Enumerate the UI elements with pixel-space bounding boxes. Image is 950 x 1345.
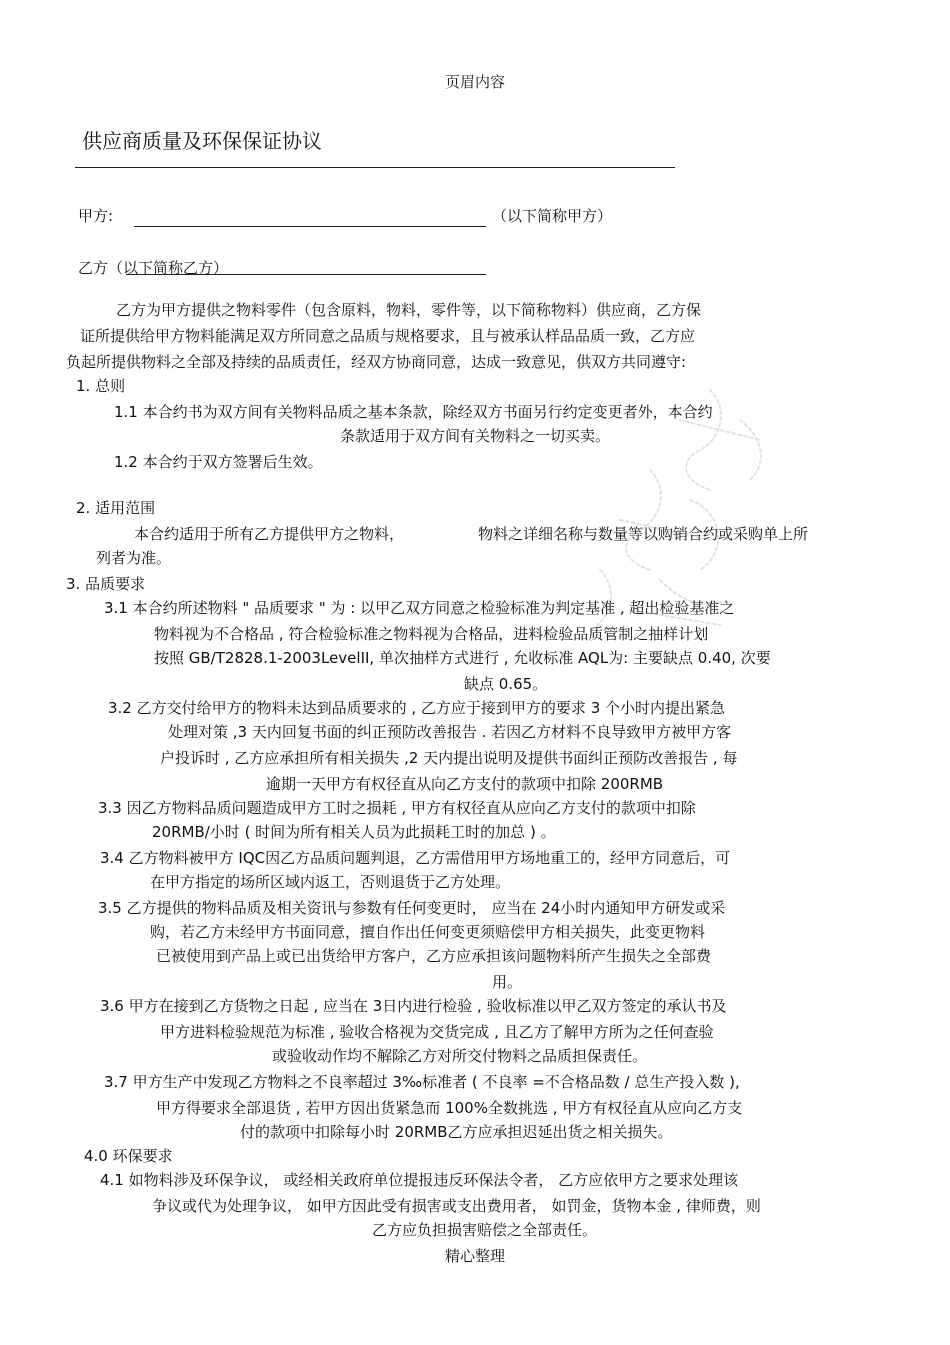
clause-line: 3.7 甲方生产中发现乙方物料之不良率超过 3‰标准者 ( 不良率 =不合格品数 / 总生产投入数 ),: [104, 1073, 740, 1091]
clause-line: 3.1 本合约所述物料 " 品质要求 " 为 : 以甲乙双方同意之检验标准为判定基准 , 超出检验基准之: [104, 599, 735, 617]
clause-line: 1.2 本合约于双方签署后生效。: [114, 453, 323, 471]
clause-line: 争议或代为处理争议， 如甲方因此受有损害或支出费用者， 如罚金，货物本金 , 律师费，则: [152, 1197, 761, 1215]
party-b-label: 乙方（以下简称乙方）: [78, 259, 229, 277]
clause-line: 1.1 本合约书为双方间有关物料品质之基本条款，除经双方书面另行约定变更者外，本合约: [114, 403, 713, 421]
party-b-blank-line: [126, 274, 486, 275]
clause-line: 付的款项中扣除每小时 20RMB乙方应承担迟延出货之相关损失。: [240, 1123, 673, 1141]
clause-line: 3.4 乙方物料被甲方 IQC因乙方品质问题判退，乙方需借用甲方场地重工的，经甲方同意后，可: [100, 849, 731, 867]
clause-line: 4.1 如物料涉及环保争议， 或经相关政府单位提报违反环保法令者， 乙方应依甲方之要求处理该: [100, 1171, 739, 1189]
clause-line: 在甲方指定的场所区域内返工，否则退货于乙方处理。: [150, 873, 511, 891]
intro-line: 乙方为甲方提供之物料零件（包含原料，物料，零件等，以下简称物料）供应商，乙方保: [116, 301, 702, 319]
page-header: 页眉内容: [444, 73, 505, 91]
clause-line: 3.3 因乙方物料品质问题造成甲方工时之损耗 , 甲方有权径直从应向乙方支付的款项中扣除: [98, 799, 696, 817]
clause-line: 缺点 0.65。: [464, 675, 548, 693]
section-heading: 3. 品质要求: [66, 575, 146, 593]
clause-line: 用。: [492, 973, 523, 991]
document-title: 供应商质量及环保保证协议: [82, 129, 322, 153]
clause-line: 条款适用于双方间有关物料之一切买卖。: [340, 427, 611, 445]
party-a-suffix: （以下简称甲方）: [492, 207, 613, 225]
clause-line: 20RMB/小时 ( 时间为所有相关人员为此损耗工时的加总 ) 。: [152, 823, 556, 841]
title-underline: [75, 167, 675, 168]
intro-line: 负起所提供物料之全部及持续的品质责任，经双方协商同意，达成一致意见，供双方共同遵守:: [66, 353, 687, 371]
party-a-label: 甲方:: [78, 207, 114, 225]
clause-line: 3.2 乙方交付给甲方的物料未达到品质要求的 , 乙方应于接到甲方的要求 3 个小时内提出紧急: [108, 699, 726, 717]
section-heading: 2. 适用范围: [76, 499, 156, 517]
clause-line: 物料之详细名称与数量等以购销合约或采购单上所: [478, 525, 809, 543]
clause-line: 甲方得要求全部退货 , 若甲方因出货紧急而 100%全数挑选 , 甲方有权径直从应向乙方支: [156, 1099, 743, 1117]
clause-line: 甲方进料检验规范为标准 , 验收合格视为交货完成 , 且乙方了解甲方所为之任何查验: [160, 1023, 714, 1041]
clause-line: 处理对策 ,3 天内回复书面的纠正预防改善报告 . 若因乙方材料不良导致甲方被甲方客: [168, 723, 732, 741]
clause-line: 已被使用到产品上或已出货给甲方客户，乙方应承担该问题物料所产生损失之全部费: [156, 947, 712, 965]
page-footer: 精心整理: [444, 1247, 505, 1265]
party-a-blank-line: [134, 226, 486, 227]
clause-line: 购，若乙方未经甲方书面同意，擅自作出任何变更须赔偿甲方相关损失，此变更物料: [150, 923, 706, 941]
intro-line: 证所提供给甲方物料能满足双方所同意之品质与规格要求，且与被承认样品品质一致，乙方应: [80, 327, 696, 345]
clause-line: 物料视为不合格品 , 符合检验标准之物料视为合格品，进料检验品质管制之抽样计划: [154, 625, 709, 643]
clause-line: 或验收动作均不解除乙方对所交付物料之品质担保责任。: [272, 1047, 648, 1065]
clause-line: 3.5 乙方提供的物料品质及相关资讯与参数有任何变更时， 应当在 24小时内通知甲方研发或采: [98, 899, 726, 917]
section-heading: 1. 总则: [76, 377, 126, 395]
clause-line: 按照 GB/T2828.1-2003LevelII, 单次抽样方式进行 , 允收标准 AQL为: 主要缺点 0.40, 次要: [154, 649, 771, 667]
section-heading: 4.0 环保要求: [84, 1147, 173, 1165]
clause-line: 本合约适用于所有乙方提供甲方之物料，: [134, 525, 405, 543]
clause-line: 逾期一天甲方有权径直从向乙方支付的款项中扣除 200RMB: [266, 775, 664, 793]
clause-line: 列者为准。: [96, 549, 172, 567]
clause-line: 3.6 甲方在接到乙方货物之日起 , 应当在 3日内进行检验 , 验收标准以甲乙双方签定的承认书及: [100, 997, 727, 1015]
clause-line: 乙方应负担损害赔偿之全部责任。: [372, 1221, 598, 1239]
clause-line: 户投诉时 , 乙方应承担所有相关损失 ,2 天内提出说明及提供书面纠正预防改善报告 , 每: [160, 749, 738, 767]
